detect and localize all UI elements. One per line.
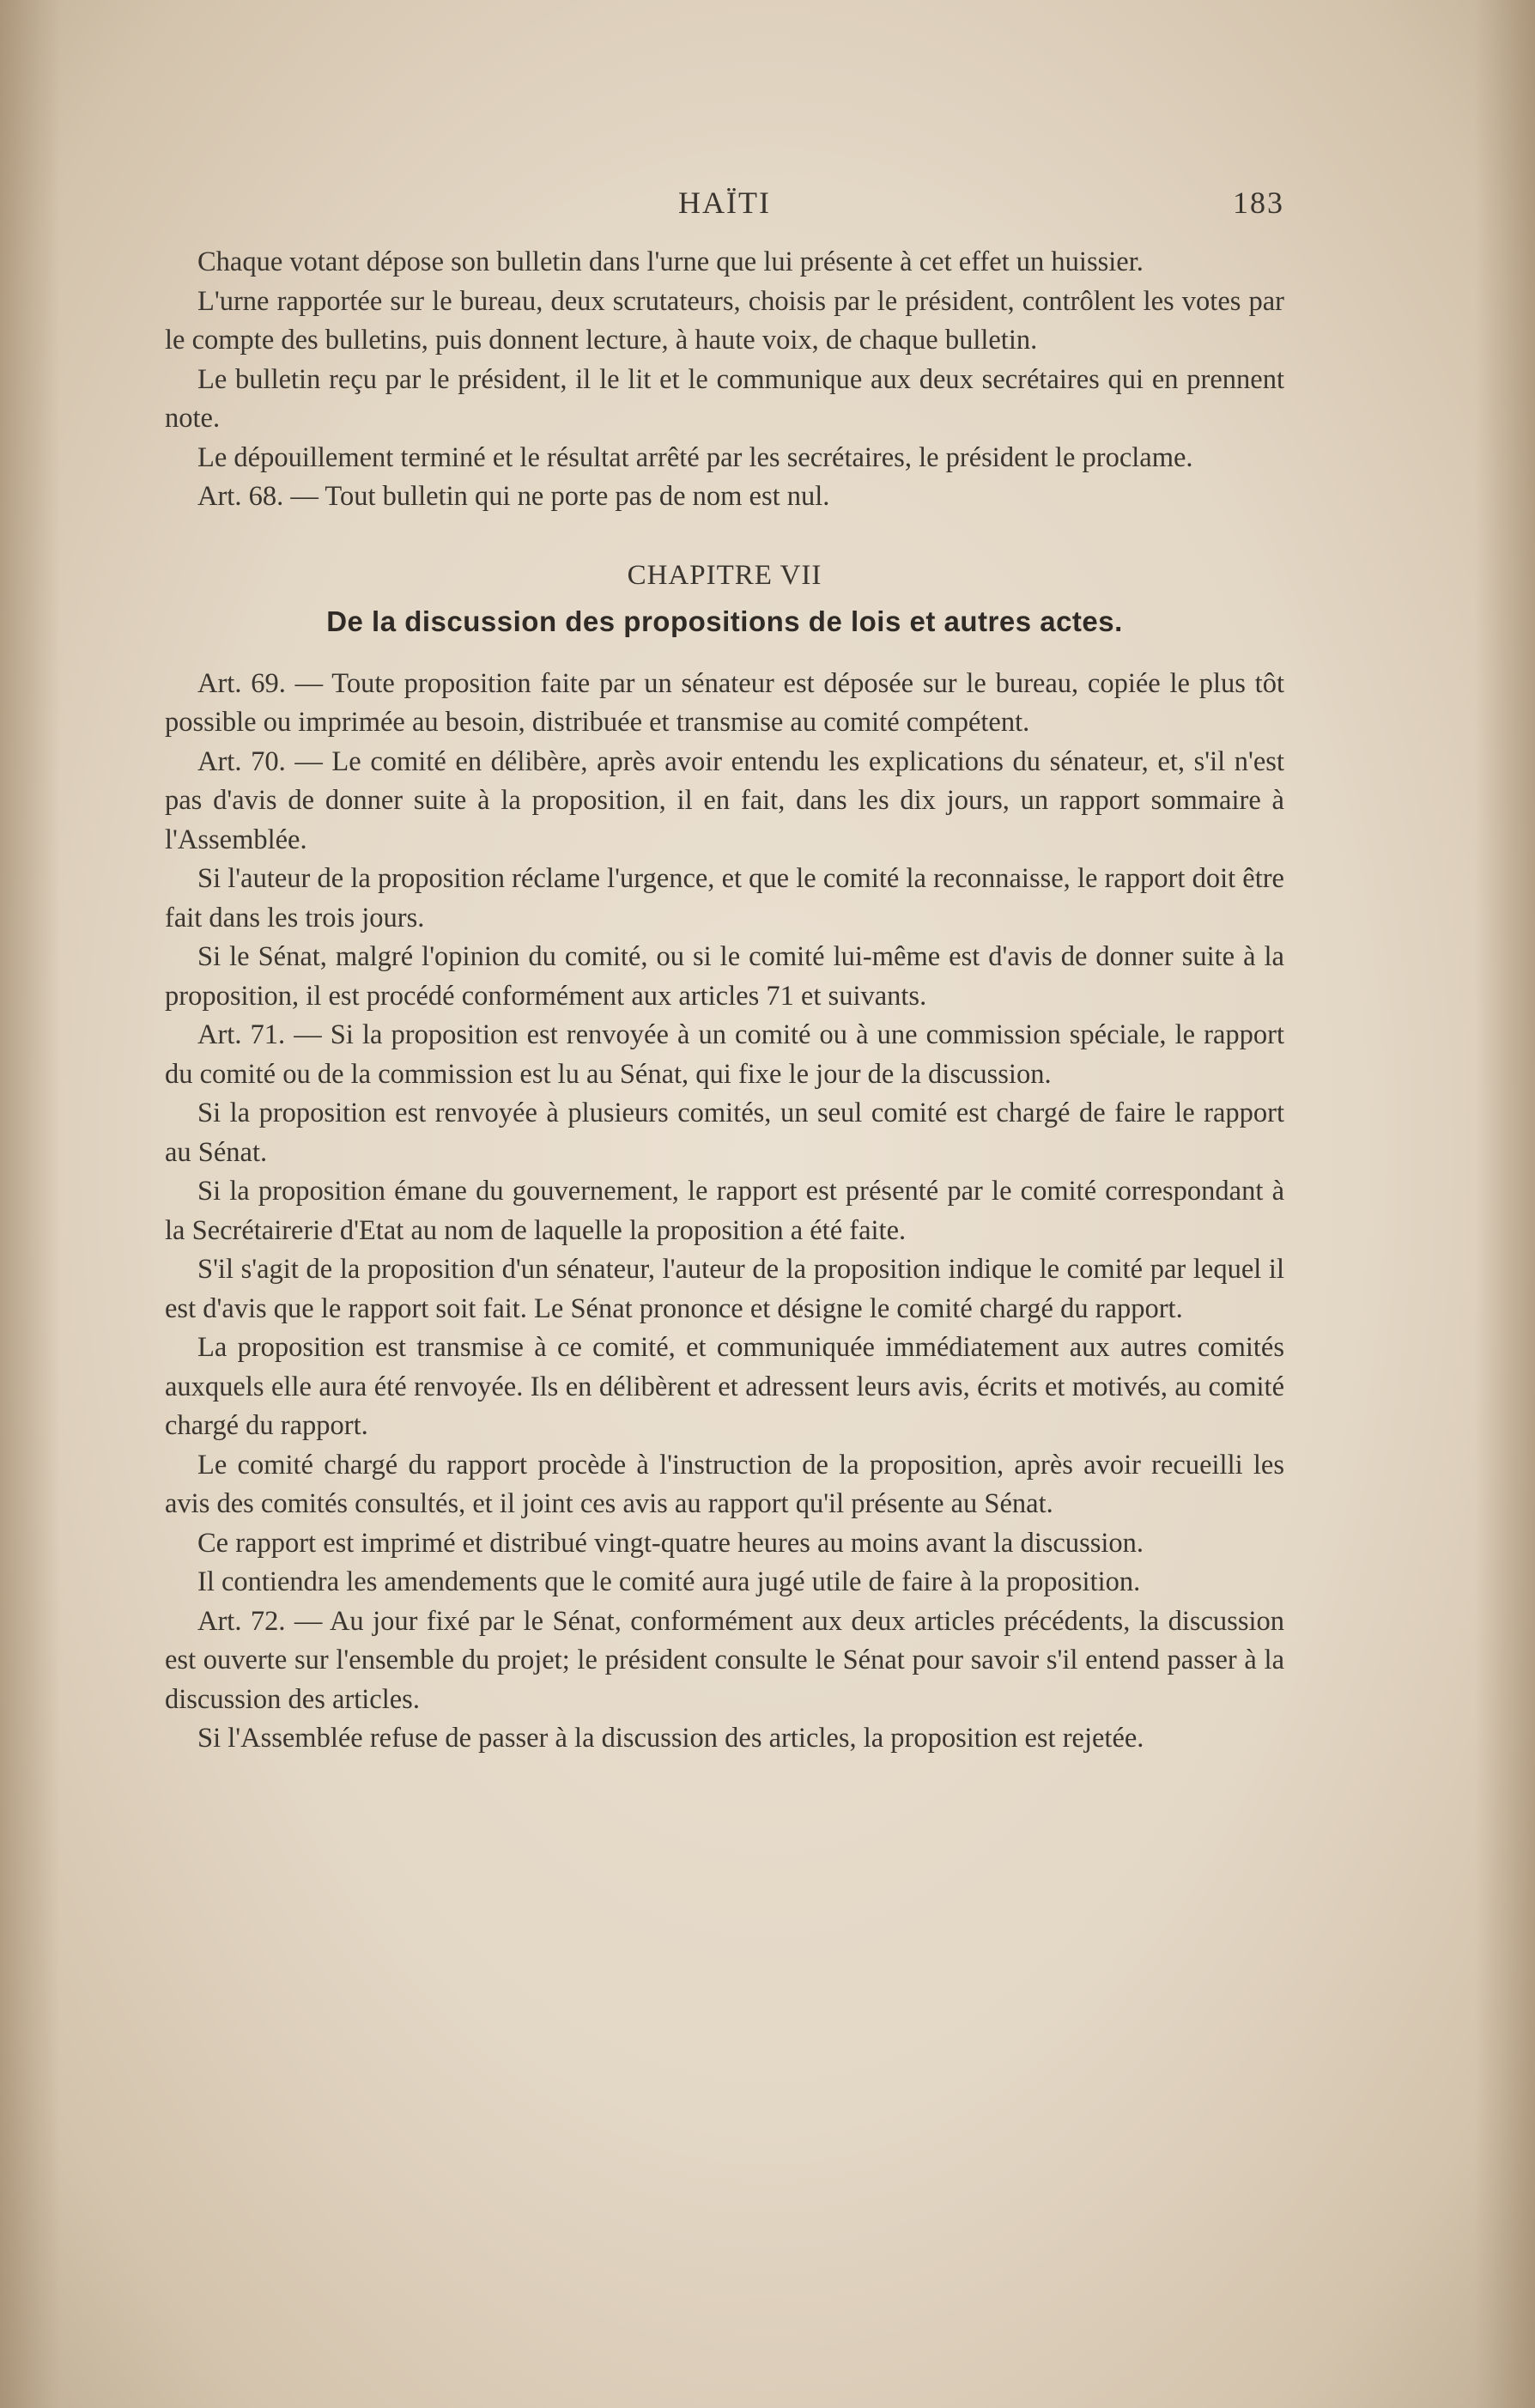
paragraph: S'il s'agit de la proposition d'un sénateur, l'auteur de la proposition indique le comité par lequel il est d'avis que le rapport soit fait. Le Sénat prononce et désigne le comité chargé du rapport.: [165, 1254, 1284, 1324]
paragraph: Le dépouillement terminé et le résultat arrêté par les secrétaires, le président le proclame.: [197, 441, 1193, 473]
article-paragraph: Art. 69. — Toute proposition faite par un sénateur est déposée sur le bureau, copiée le plus tôt possible ou imprimée au besoin, distribuée et transmise au comité compétent.: [165, 667, 1284, 738]
paragraph: Le bulletin reçu par le président, il le lit et le communique aux deux secrétaires qui en prennent note.: [165, 363, 1284, 434]
article-paragraph: Art. 71. — Si la proposition est renvoyée à un comité ou à une commission spéciale, le rapport du comité ou de la commission est lu au Sénat, qui fixe le jour de la discussion.: [165, 1019, 1284, 1090]
paragraph: Si la proposition émane du gouvernement, le rapport est présenté par le comité correspondant à la Secrétairerie d'Etat au nom de laquelle la proposition a été faite.: [165, 1176, 1284, 1246]
paragraph: Chaque votant dépose son bulletin dans l'urne que lui présente à cet effet un huissier.: [197, 246, 1144, 277]
page-edge-left: [0, 0, 60, 2408]
paragraph: Si la proposition est renvoyée à plusieurs comités, un seul comité est chargé de faire le rapport au Sénat.: [165, 1098, 1284, 1168]
chapter-title: CHAPITRE VII: [627, 559, 822, 591]
paragraph: L'urne rapportée sur le bureau, deux scrutateurs, choisis par le président, contrôlent les votes par le compte des bulletins, puis donnent lecture, à haute voix, de chaque bulletin.: [165, 285, 1284, 356]
article-paragraph: Art. 72. — Au jour fixé par le Sénat, conformément aux deux articles précédents, la discussion est ouverte sur l'ensemble du projet; le président consulte le Sénat pour savoir s'il entend passer à la discussion des articles.: [165, 1605, 1284, 1715]
article-paragraph: Art. 70. — Le comité en délibère, après avoir entendu les explications du sénateur, et, s'il n'est pas d'avis de donner suite à la proposition, il en fait, dans les dix jours, un rapport sommaire à l'Assemblée.: [165, 745, 1284, 855]
page-number: 183: [1233, 185, 1284, 220]
paragraph: Si l'Assemblée refuse de passer à la discussion des articles, la proposition est rejetée.: [197, 1723, 1144, 1754]
paragraphs-before-chapter: [165, 243, 1284, 517]
running-head: HAÏTI: [678, 185, 771, 220]
paragraph: Si le Sénat, malgré l'opinion du comité, ou si le comité lui-même est d'avis de donner suite à la proposition, il est procédé conformément aux articles 71 et suivants.: [165, 941, 1284, 1012]
paragraph: Si l'auteur de la proposition réclame l'urgence, et que le comité la reconnaisse, le rapport doit être fait dans les trois jours.: [165, 863, 1284, 933]
paragraph: Le comité chargé du rapport procède à l'instruction de la proposition, après avoir recueilli les avis des comités consultés, et il joint ces avis au rapport qu'il présente au Sénat.: [165, 1449, 1284, 1519]
chapter-subtitle: De la discussion des propositions de lois et autres actes.: [326, 605, 1123, 637]
body-text: [165, 243, 1284, 1759]
page-edge-right: [1475, 0, 1535, 2408]
paragraph: Il contiendra les amendements que le comité aura jugé utile de faire à la proposition.: [197, 1566, 1141, 1597]
paragraph: La proposition est transmise à ce comité, et communiquée immédiatement aux autres comités auxquels elle aura été renvoyée. Ils en délibèrent et adressent leurs avis, écrits et motivés, au comité chargé du rapport.: [165, 1332, 1284, 1441]
paragraph: Ce rapport est imprimé et distribué vingt-quatre heures au moins avant la discussion.: [197, 1527, 1144, 1559]
paragraphs-after-chapter: [165, 665, 1284, 1759]
page-header: [165, 185, 1284, 229]
article-paragraph: Art. 68. — Tout bulletin qui ne porte pas de nom est nul.: [197, 481, 830, 512]
